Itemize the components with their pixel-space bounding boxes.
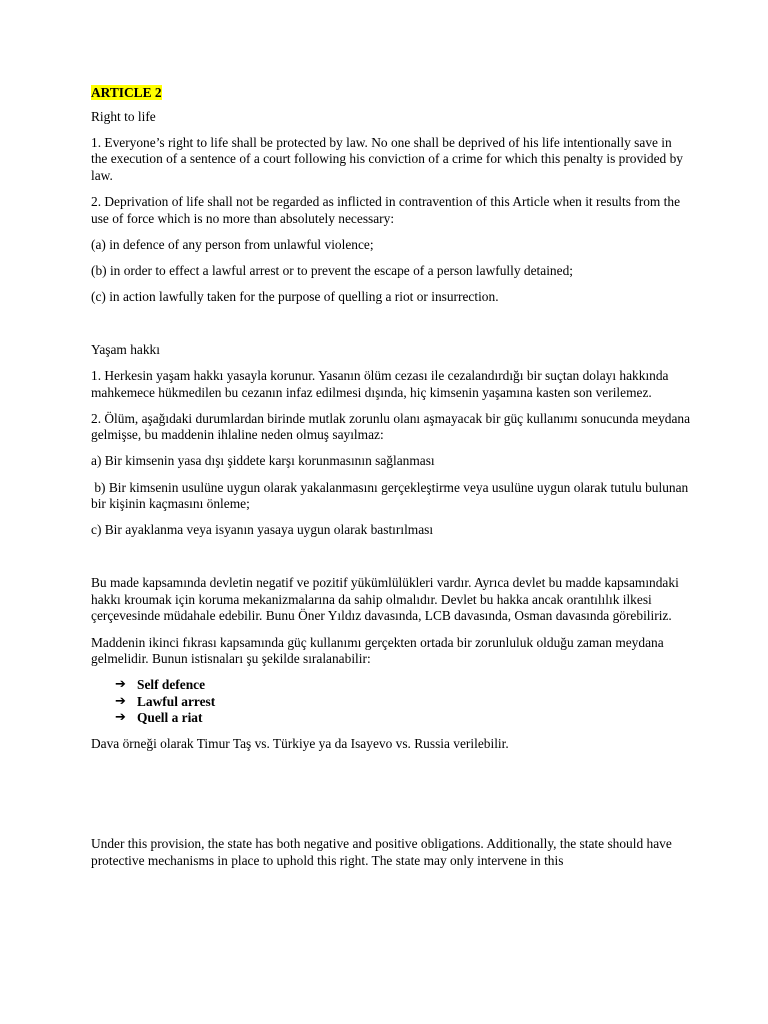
spacer (91, 315, 691, 342)
arrow-right-icon: ➔ (115, 677, 126, 693)
english-title: Right to life (91, 108, 156, 124)
spacer (91, 762, 691, 836)
english-item-b: (b) in order to effect a lawful arrest or to prevent the escape of a person lawfully detained; (91, 262, 573, 278)
list-item-label: Self defence (137, 677, 206, 693)
commentary-paragraph-3: Dava örneği olarak Timur Taş vs. Türkiye ya da Isayevo vs. Russia verilebilir. (91, 736, 509, 752)
english-paragraph-1: 1. Everyone’s right to life shall be protected by law. No one shall be deprived of his life intentionally save in the execution of a sentence of a court following his conviction of a crime for which this penalty is provided by law. (91, 134, 683, 183)
list-item (115, 677, 691, 694)
english-paragraph-2: 2. Deprivation of life shall not be regarded as inflicted in contravention of this Article when it results from the use of force which is no more than absolutely necessary: (91, 193, 681, 226)
arrow-right-icon: ➔ (115, 693, 126, 709)
list-item (115, 710, 691, 727)
turkish-item-c: c) Bir ayaklanma veya isyanın yasaya uygun olarak bastırılması (91, 522, 434, 538)
turkish-paragraph-1: 1. Herkesin yaşam hakkı yasayla korunur. Yasanın ölüm cezası ile cezalandırdığı bir suçtan dolayı hakkında mahkemece hükmedilen bu cezanın infaz edilmesi dışında, hiç kimsenin yaşamına kasten son verilemez. (91, 368, 669, 400)
arrow-right-icon: ➔ (115, 710, 126, 726)
list-item (115, 694, 691, 711)
turkish-item-a: a) Bir kimsenin yasa dışı şiddete karşı korunmasının sağlanması (91, 453, 435, 469)
english-item-a: (a) in defence of any person from unlawful violence; (91, 236, 374, 252)
commentary-paragraph-1: Bu made kapsamında devletin negatif ve pozitif yükümlülükleri vardır. Ayrıca devlet bu madde kapsamındaki hakkı kroumak için koruma mekanizmalarına da sahip olmalıdır. Devlet bu hakka ancak orantılılık ilkesi çerçevesinde müdahale edebilir. Bunu Öner Yıldız davasında, LCB davasında, Osman davasında görebiliriz. (91, 575, 679, 624)
turkish-title: Yaşam hakkı (91, 341, 160, 357)
document-page (91, 85, 691, 879)
list-item-label: Lawful arrest (137, 693, 216, 709)
exceptions-list (91, 677, 691, 727)
english-item-c: (c) in action lawfully taken for the purpose of quelling a riot or insurrection. (91, 288, 499, 304)
article-heading-text: ARTICLE 2 (91, 85, 162, 100)
turkish-paragraph-2: 2. Ölüm, aşağıdaki durumlardan birinde mutlak zorunlu olanı aşmayacak bir güç kullanımı sonucunda meydana gelmişse, bu maddenin ihlaline neden olmuş sayılmaz: (91, 410, 691, 443)
list-item-label: Quell a riat (137, 710, 203, 726)
commentary-paragraph-2: Maddenin ikinci fıkrası kapsamında güç kullanımı gerçekten ortada bir zorunluluk olduğu zaman meydana gelmelidir. Bunun istisnaları şu şekilde sıralanabilir: (91, 634, 664, 667)
english-commentary-paragraph-1: Under this provision, the state has both negative and positive obligations. Additionally, the state should have protective mechanisms in place to uphold this right. The state may only intervene in this (91, 836, 672, 868)
article-heading (91, 85, 691, 102)
spacer (91, 548, 691, 575)
turkish-item-b: b) Bir kimsenin usulüne uygun olarak yakalanmasını gerçekleştirme veya usulüne uygun olarak tutulu bulunan bir kişinin kaçmasını önleme; (91, 479, 692, 512)
